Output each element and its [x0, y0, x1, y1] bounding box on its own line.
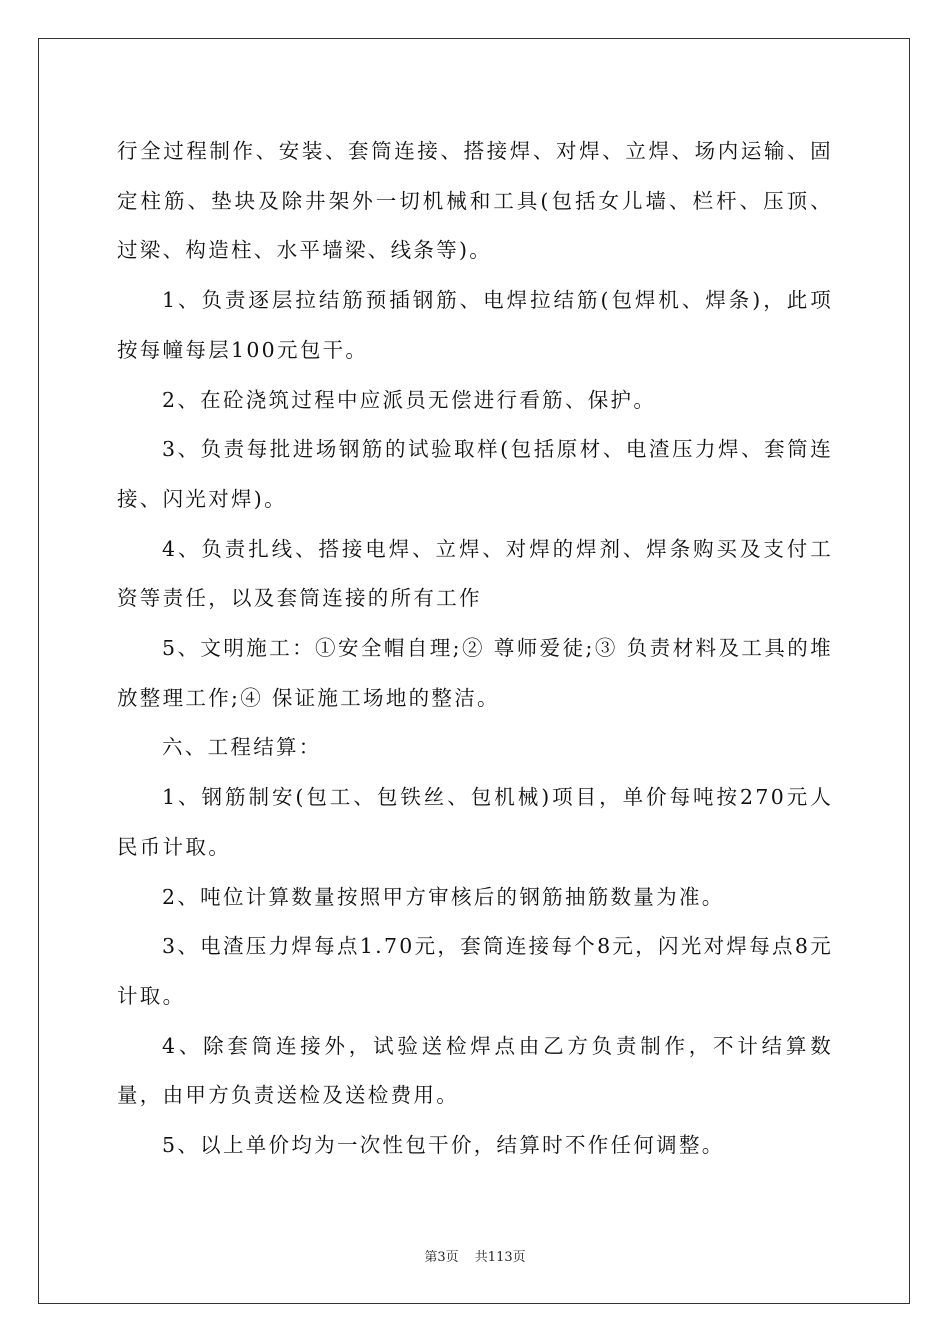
paragraph: 4、负责扎线、搭接电焊、立焊、对焊的焊剂、焊条购买及支付工资等责任，以及套筒连接的所有工作 — [117, 536, 833, 611]
paragraph: 1、钢筋制安(包工、包铁丝、包机械)项目，单价每吨按270元人民币计取。 — [117, 785, 833, 859]
paragraph: 行全过程制作、安装、套筒连接、搭接焊、对焊、立焊、场内运输、固定柱筋、垫块及除井架外一切机械和工具(包括女儿墙、栏杆、压顶、过梁、构造柱、水平墙梁、线条等)。 — [117, 139, 833, 263]
paragraph: 2、在砼浇筑过程中应派员无偿进行看筋、保护。 — [162, 387, 657, 412]
section-heading: 六、工程结算： — [162, 735, 322, 760]
paragraph: 2、吨位计算数量按照甲方审核后的钢筋抽筋数量为准。 — [162, 884, 725, 909]
paragraph: 5、文明施工：①安全帽自理;② 尊师爱徒;③ 负责材料及工具的堆放整理工作;④ 保证施工场地的整洁。 — [117, 636, 833, 710]
page-number-total: 共113页 — [474, 1250, 526, 1265]
page-number-current: 第3页 — [424, 1250, 459, 1265]
paragraph: 4、除套筒连接外，试验送检焊点由乙方负责制作，不计结算数量，由甲方负责送检及送检费用。 — [117, 1033, 833, 1108]
document-body — [117, 127, 833, 1171]
paragraph: 3、负责每批进场钢筋的试验取样(包括原材、电渣压力焊、套筒连接、闪光对焊)。 — [117, 437, 833, 511]
paragraph: 5、以上单价均为一次性包干价，结算时不作任何调整。 — [162, 1133, 725, 1158]
page-footer — [0, 1246, 950, 1265]
paragraph: 1、负责逐层拉结筋预插钢筋、电焊拉结筋(包焊机、焊条)，此项按每幢每层100元包干。 — [117, 288, 833, 362]
paragraph: 3、电渣压力焊每点1.70元，套筒连接每个8元，闪光对焊每点8元计取。 — [117, 934, 833, 1008]
